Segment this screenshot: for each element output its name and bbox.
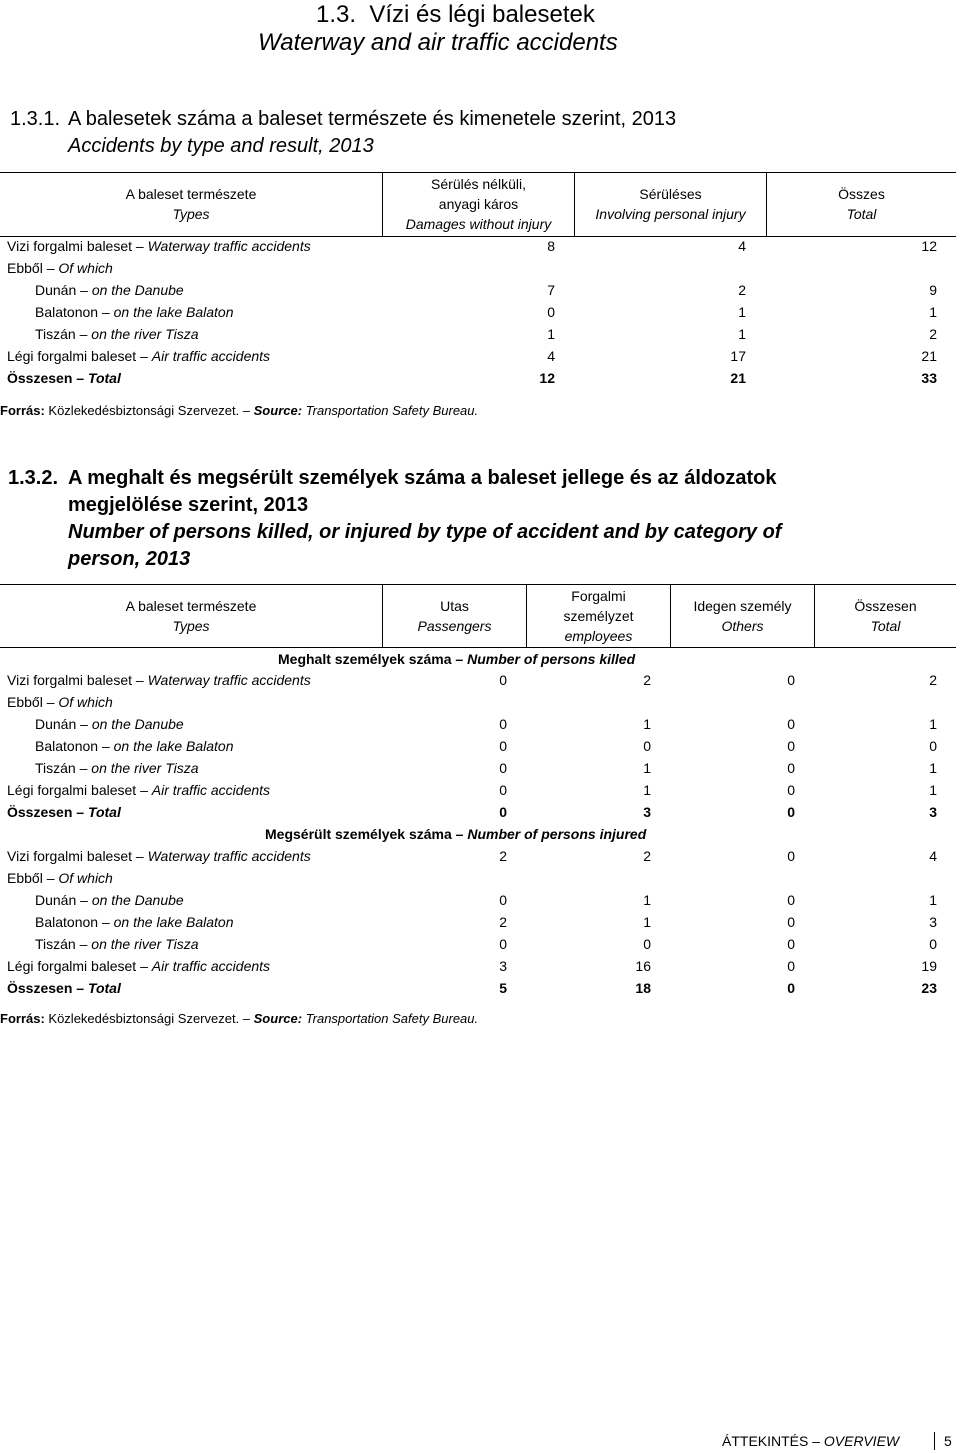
table-cell: 33 <box>921 370 937 386</box>
table2-col-type-header: A baleset természete Types <box>125 598 257 634</box>
row-label <box>35 735 234 757</box>
row-label <box>7 257 113 279</box>
table-cell: 3 <box>929 914 937 930</box>
row-label-en: on the Danube <box>91 282 184 298</box>
row-label-en: Of which <box>58 260 113 276</box>
table-cell: 4 <box>929 848 937 864</box>
page-footer: ÁTTEKINTÉS – OVERVIEW <box>722 1433 900 1449</box>
table-row <box>0 345 960 367</box>
row-label-en: on the river Tisza <box>91 936 199 952</box>
table-cell: 17 <box>730 348 746 364</box>
table-cell: 0 <box>787 672 795 688</box>
table-cell: 1 <box>738 326 746 342</box>
table-cell: 0 <box>787 716 795 732</box>
table2-col-total-header: Összesen Total <box>854 598 917 634</box>
table-row <box>0 911 960 933</box>
chapter-title <box>316 0 595 30</box>
table-cell: 2 <box>929 326 937 342</box>
row-label-en: Of which <box>58 870 113 886</box>
table-row <box>0 779 960 801</box>
row-label-en: on the lake Balaton <box>113 738 234 754</box>
row-label-en: Air traffic accidents <box>151 958 271 974</box>
table-cell: 0 <box>787 892 795 908</box>
row-label-en: Waterway traffic accidents <box>147 672 311 688</box>
table-cell: 18 <box>635 980 651 996</box>
table-cell: 0 <box>787 958 795 974</box>
table-row <box>0 301 960 323</box>
row-label-en: on the Danube <box>91 892 184 908</box>
chapter-title-hu: Vízi és légi balesetek <box>369 1 595 28</box>
table-cell: 0 <box>787 980 795 996</box>
table1-col-total-header: Összes Total <box>838 186 885 222</box>
table-cell: 0 <box>787 760 795 776</box>
table2-col-others-header: Idegen személy Others <box>693 598 792 634</box>
chapter-title-en: Waterway and air traffic accidents <box>258 29 618 56</box>
row-label-hu: Balatonon – <box>35 738 114 754</box>
table-cell: 4 <box>547 348 555 364</box>
table-cell: 3 <box>499 958 507 974</box>
table1-col-injury-header: Sérüléses Involving personal injury <box>595 186 746 222</box>
row-label-hu: Dunán – <box>35 892 92 908</box>
chapter-number: 1.3. <box>316 1 357 28</box>
table-cell: 0 <box>499 936 507 952</box>
table-cell: 2 <box>643 672 651 688</box>
row-label-en: on the river Tisza <box>91 326 199 342</box>
footer-divider <box>934 1432 935 1450</box>
table1-title-en: Accidents by type and result, 2013 <box>68 135 374 157</box>
table-cell: 0 <box>643 738 651 754</box>
table-cell: 2 <box>643 848 651 864</box>
row-label <box>35 323 199 345</box>
table-cell: 9 <box>929 282 937 298</box>
row-label-hu: Dunán – <box>35 716 92 732</box>
row-label <box>7 779 270 801</box>
table-row <box>0 933 960 955</box>
row-label <box>35 933 199 955</box>
table-row <box>0 257 960 279</box>
row-label <box>35 757 199 779</box>
row-label-en: Of which <box>58 694 113 710</box>
table2-title-en: Number of persons killed, or injured by type of accident and by category of <box>68 521 782 543</box>
row-label <box>7 955 270 977</box>
table-row <box>0 713 960 735</box>
row-label-hu: Összesen – <box>7 980 88 996</box>
row-label-en: on the lake Balaton <box>113 304 234 320</box>
table-cell: 0 <box>643 936 651 952</box>
row-label <box>35 713 184 735</box>
table-cell: 16 <box>635 958 651 974</box>
table-row <box>0 279 960 301</box>
row-label-hu: Balatonon – <box>35 304 114 320</box>
table-row <box>0 955 960 977</box>
row-label <box>7 801 121 823</box>
table-cell: 3 <box>929 804 937 820</box>
table-cell: 2 <box>929 672 937 688</box>
table-cell: 0 <box>499 716 507 732</box>
table-cell: 0 <box>499 804 507 820</box>
table-cell: 0 <box>499 738 507 754</box>
table-cell: 7 <box>547 282 555 298</box>
table-cell: 0 <box>499 782 507 798</box>
table-row <box>0 867 960 889</box>
table-cell: 0 <box>499 892 507 908</box>
table-cell: 1 <box>643 760 651 776</box>
row-label <box>35 911 234 933</box>
table-cell: 4 <box>738 238 746 254</box>
table-cell: 21 <box>730 370 746 386</box>
table-cell: 1 <box>929 716 937 732</box>
page-number: 5 <box>944 1433 952 1449</box>
row-label-hu: Összesen – <box>7 370 88 386</box>
row-label-hu: Tiszán – <box>35 936 92 952</box>
table1-title-hu: A balesetek száma a baleset természete és kimenetele szerint, 2013 <box>68 108 677 130</box>
table-cell: 0 <box>547 304 555 320</box>
row-label <box>7 845 311 867</box>
table-row <box>0 323 960 345</box>
row-label-hu: Légi forgalmi baleset – <box>7 958 152 974</box>
table-row <box>0 691 960 713</box>
row-label-hu: Légi forgalmi baleset – <box>7 348 152 364</box>
row-label <box>7 367 121 389</box>
table-cell: 0 <box>787 848 795 864</box>
table2-title-hu: A meghalt és megsérült személyek száma a baleset jellege és az áldozatok <box>68 467 777 489</box>
table1-number: 1.3.1. <box>10 108 61 130</box>
table2-title-en-2: person, 2013 <box>68 548 191 570</box>
row-label-hu: Tiszán – <box>35 326 92 342</box>
row-label-hu: Ebből – <box>7 870 59 886</box>
row-label <box>7 977 121 999</box>
row-label <box>7 235 311 257</box>
table2-title-hu-2: megjelölése szerint, 2013 <box>68 494 309 516</box>
table-cell: 2 <box>738 282 746 298</box>
table-cell: 1 <box>929 782 937 798</box>
row-label-en: Total <box>87 370 121 386</box>
table1-col-type-header: A baleset természete Types <box>125 186 257 222</box>
table-cell: 1 <box>738 304 746 320</box>
row-label-en: Total <box>87 804 121 820</box>
row-label-hu: Vizi forgalmi baleset – <box>7 238 148 254</box>
row-label-hu: Ebből – <box>7 694 59 710</box>
table-cell: 12 <box>539 370 555 386</box>
table-cell: 0 <box>787 914 795 930</box>
table-cell: 12 <box>921 238 937 254</box>
row-label <box>7 691 113 713</box>
row-label-hu: Balatonon – <box>35 914 114 930</box>
table1-col-damages-header: Sérülés nélküli, anyagi káros Damages without injury <box>405 176 552 232</box>
row-label <box>35 301 234 323</box>
row-label-hu: Tiszán – <box>35 760 92 776</box>
table-cell: 0 <box>787 936 795 952</box>
row-label-hu: Légi forgalmi baleset – <box>7 782 152 798</box>
row-label-en: on the river Tisza <box>91 760 199 776</box>
table-cell: 2 <box>499 914 507 930</box>
row-label-hu: Vizi forgalmi baleset – <box>7 848 148 864</box>
table-cell: 3 <box>643 804 651 820</box>
table-cell: 0 <box>787 738 795 754</box>
row-label-en: Air traffic accidents <box>151 782 271 798</box>
table-cell: 23 <box>921 980 937 996</box>
table-cell: 1 <box>643 716 651 732</box>
table-cell: 21 <box>921 348 937 364</box>
table-cell: 1 <box>643 782 651 798</box>
table1-source: Forrás: Közlekedésbiztonsági Szervezet. – Source: Transportation Safety Bureau. <box>0 403 479 418</box>
table-cell: 0 <box>929 936 937 952</box>
row-label <box>35 279 184 301</box>
table-row <box>0 977 960 999</box>
table-row <box>0 669 960 691</box>
table1-top-rule <box>0 172 956 173</box>
table-row <box>0 735 960 757</box>
table-row <box>0 367 960 389</box>
table-cell: 1 <box>929 304 937 320</box>
table2-section-injured: Megsérült személyek száma – Number of persons injured <box>265 826 647 842</box>
table-row <box>0 845 960 867</box>
row-label-en: on the Danube <box>91 716 184 732</box>
table-cell: 0 <box>787 804 795 820</box>
row-label-hu: Ebből – <box>7 260 59 276</box>
table-cell: 1 <box>929 892 937 908</box>
row-label <box>7 867 113 889</box>
table-cell: 0 <box>499 672 507 688</box>
row-label <box>35 889 184 911</box>
table2-top-rule <box>0 584 956 585</box>
table-row <box>0 801 960 823</box>
table-cell: 0 <box>929 738 937 754</box>
row-label-en: Air traffic accidents <box>151 348 271 364</box>
table2-number: 1.3.2. <box>8 467 59 489</box>
table-row <box>0 757 960 779</box>
table2-col-passengers-header: Utas Passengers <box>417 598 492 634</box>
table-cell: 0 <box>499 760 507 776</box>
row-label <box>7 345 270 367</box>
table-cell: 2 <box>499 848 507 864</box>
table2-col-employees-header: Forgalmi személyzet employees <box>563 588 634 644</box>
table2-source: Forrás: Közlekedésbiztonsági Szervezet. – Source: Transportation Safety Bureau. <box>0 1011 479 1026</box>
table-cell: 1 <box>929 760 937 776</box>
row-label-hu: Dunán – <box>35 282 92 298</box>
table2-section-killed: Meghalt személyek száma – Number of persons killed <box>278 651 636 667</box>
row-label-en: Total <box>87 980 121 996</box>
table-cell: 8 <box>547 238 555 254</box>
row-label-en: on the lake Balaton <box>113 914 234 930</box>
row-label <box>7 669 311 691</box>
table-cell: 19 <box>921 958 937 974</box>
table-cell: 1 <box>643 914 651 930</box>
table-cell: 1 <box>643 892 651 908</box>
row-label-hu: Összesen – <box>7 804 88 820</box>
row-label-en: Waterway traffic accidents <box>147 238 311 254</box>
table-cell: 0 <box>787 782 795 798</box>
row-label-en: Waterway traffic accidents <box>147 848 311 864</box>
table-row <box>0 235 960 257</box>
table-row <box>0 889 960 911</box>
table-cell: 5 <box>499 980 507 996</box>
row-label-hu: Vizi forgalmi baleset – <box>7 672 148 688</box>
table-cell: 1 <box>547 326 555 342</box>
